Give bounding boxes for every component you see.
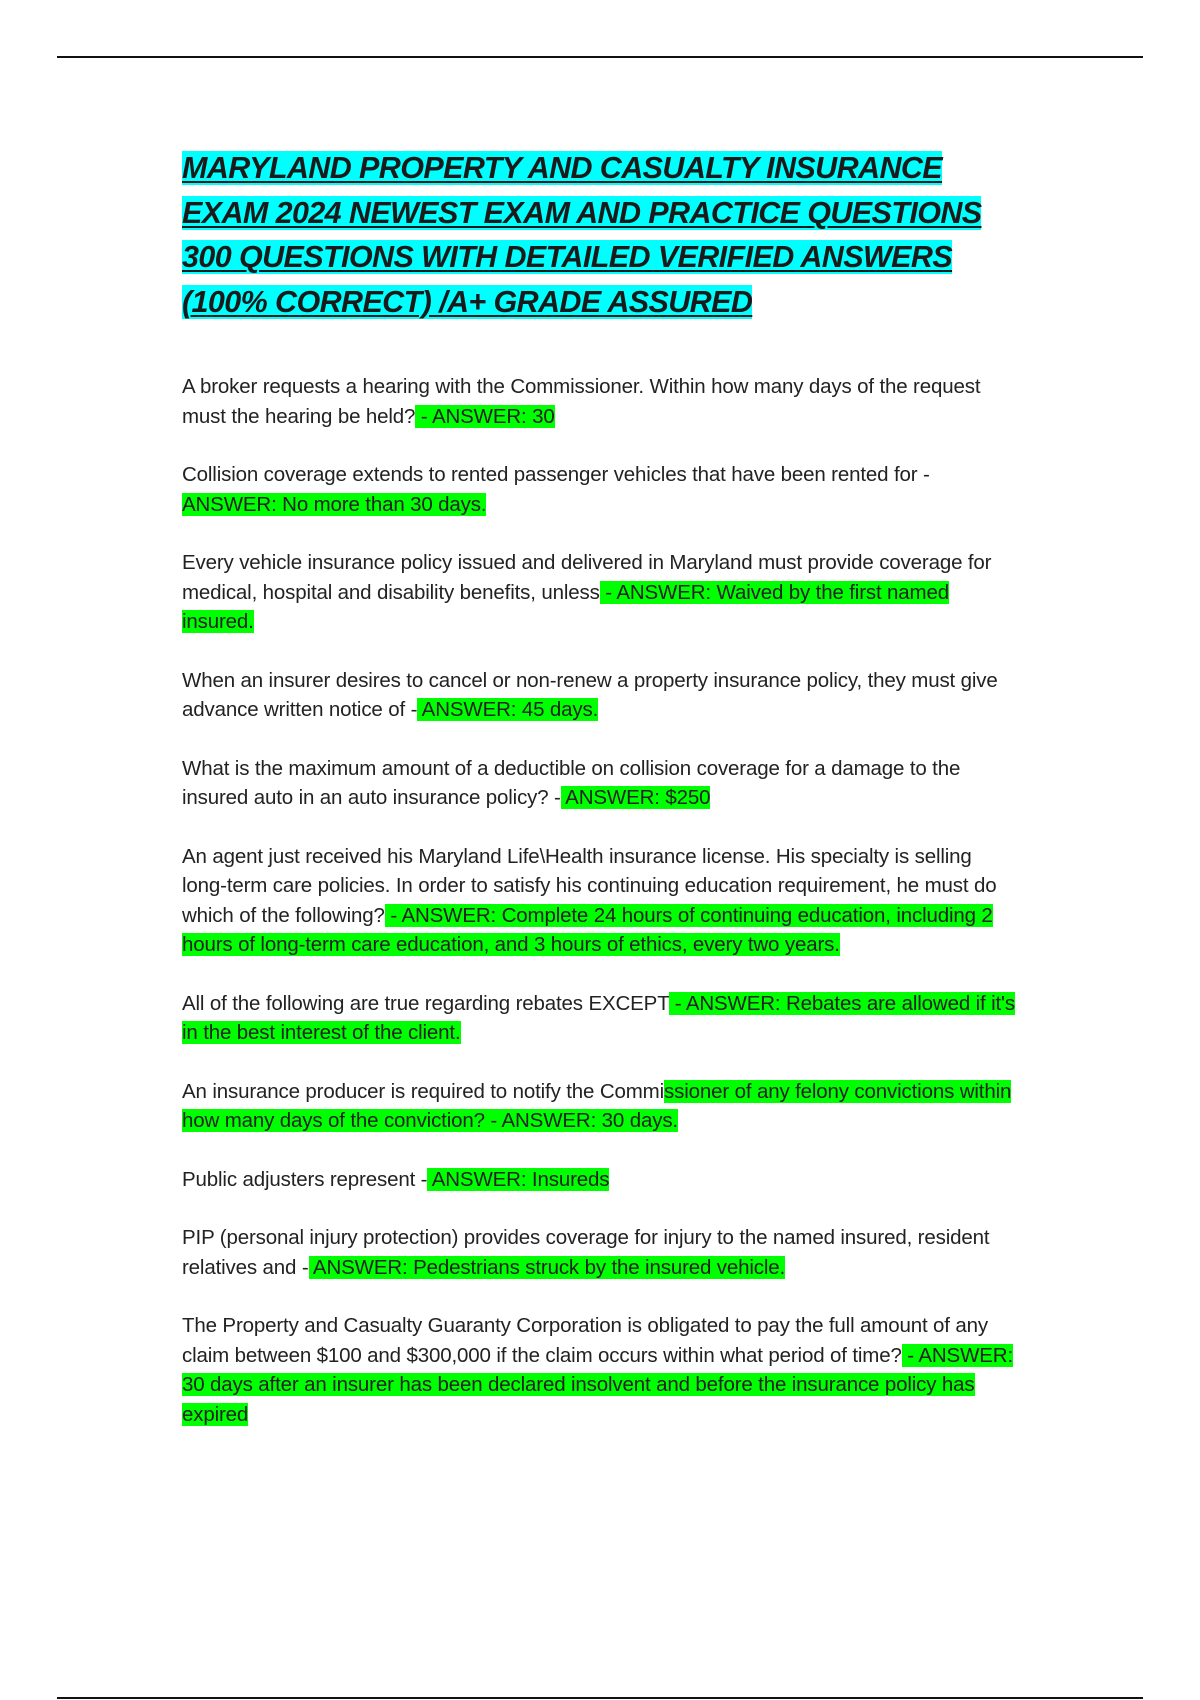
qa-item xyxy=(182,460,1022,519)
question-text: The Property and Casualty Guaranty Corporation is obligated to pay the full amount of any claim between $100 and $300,000 if the claim occurs within what period of time? xyxy=(182,1314,988,1367)
question-text: A broker requests a hearing with the Commissioner. Within how many days of the request must the hearing be held? xyxy=(182,375,981,428)
question-text: An insurance producer is required to notify the Commi xyxy=(182,1079,665,1103)
qa-item xyxy=(182,1223,1022,1282)
answer-text: - ANSWER: Complete 24 hours of continuing education, including 2 hours of long-term care education, and 3 hours of ethics, every two years. xyxy=(182,903,993,956)
answer-text: ANSWER: 45 days. xyxy=(417,698,599,721)
answer-text: ANSWER: Insureds xyxy=(427,1167,610,1191)
qa-item xyxy=(182,842,1022,960)
answer-text: ANSWER: $250 xyxy=(560,786,711,809)
bottom-rule xyxy=(57,1697,1143,1699)
question-text: When an insurer desires to cancel or non-renew a property insurance policy, they must give advance written notice of - xyxy=(182,668,998,721)
qa-item xyxy=(182,666,1022,725)
question-text: PIP (personal injury protection) provides coverage for injury to the named insured, resident relatives and - xyxy=(182,1226,990,1279)
top-rule xyxy=(57,56,1143,58)
answer-text: ssioner of any felony convictions within how many days of the conviction? - ANSWER: 30 days. xyxy=(182,1079,1012,1132)
question-text: Public adjusters represent - xyxy=(182,1167,428,1191)
question-text: An agent just received his Maryland Life\Health insurance license. His specialty is selling long-term care policies. In order to satisfy his continuing education requirement, he must do which of the following? xyxy=(182,844,997,927)
question-text: What is the maximum amount of a deductible on collision coverage for a damage to the insured auto in an auto insurance policy? - xyxy=(182,756,961,809)
answer-text: - ANSWER: 30 days after an insurer has been declared insolvent and before the insurance policy has expired xyxy=(182,1343,1013,1426)
question-text: All of the following are true regarding rebates EXCEPT xyxy=(182,991,670,1015)
answer-text: ANSWER: Pedestrians struck by the insured vehicle. xyxy=(308,1255,786,1279)
document-title-text: MARYLAND PROPERTY AND CASUALTY INSURANCE EXAM 2024 NEWEST EXAM AND PRACTICE QUESTIONS 300 QUESTIONS WITH DETAILED VERIFIED ANSWERS (100% CORRECT) /A+ GRADE ASSURED xyxy=(182,151,982,319)
qa-item xyxy=(182,372,1022,431)
document-title xyxy=(182,146,1022,324)
qa-item xyxy=(182,754,1022,813)
qa-item xyxy=(182,989,1022,1048)
qa-item xyxy=(182,1165,1022,1195)
qa-item xyxy=(182,1077,1022,1136)
question-text: Every vehicle insurance policy issued and delivered in Maryland must provide coverage for medical, hospital and disability benefits, unless xyxy=(182,551,992,604)
answer-text: - ANSWER: Waived by the first named insured. xyxy=(182,580,949,633)
answer-text: ANSWER: No more than 30 days. xyxy=(182,492,487,516)
qa-item xyxy=(182,1311,1022,1429)
qa-item xyxy=(182,548,1022,637)
document-body xyxy=(182,146,1022,1458)
answer-text: - ANSWER: Rebates are allowed if it's in the best interest of the client. xyxy=(182,991,1015,1044)
question-text: Collision coverage extends to rented passenger vehicles that have been rented for - xyxy=(182,463,930,486)
answer-text: - ANSWER: 30 xyxy=(415,404,555,428)
